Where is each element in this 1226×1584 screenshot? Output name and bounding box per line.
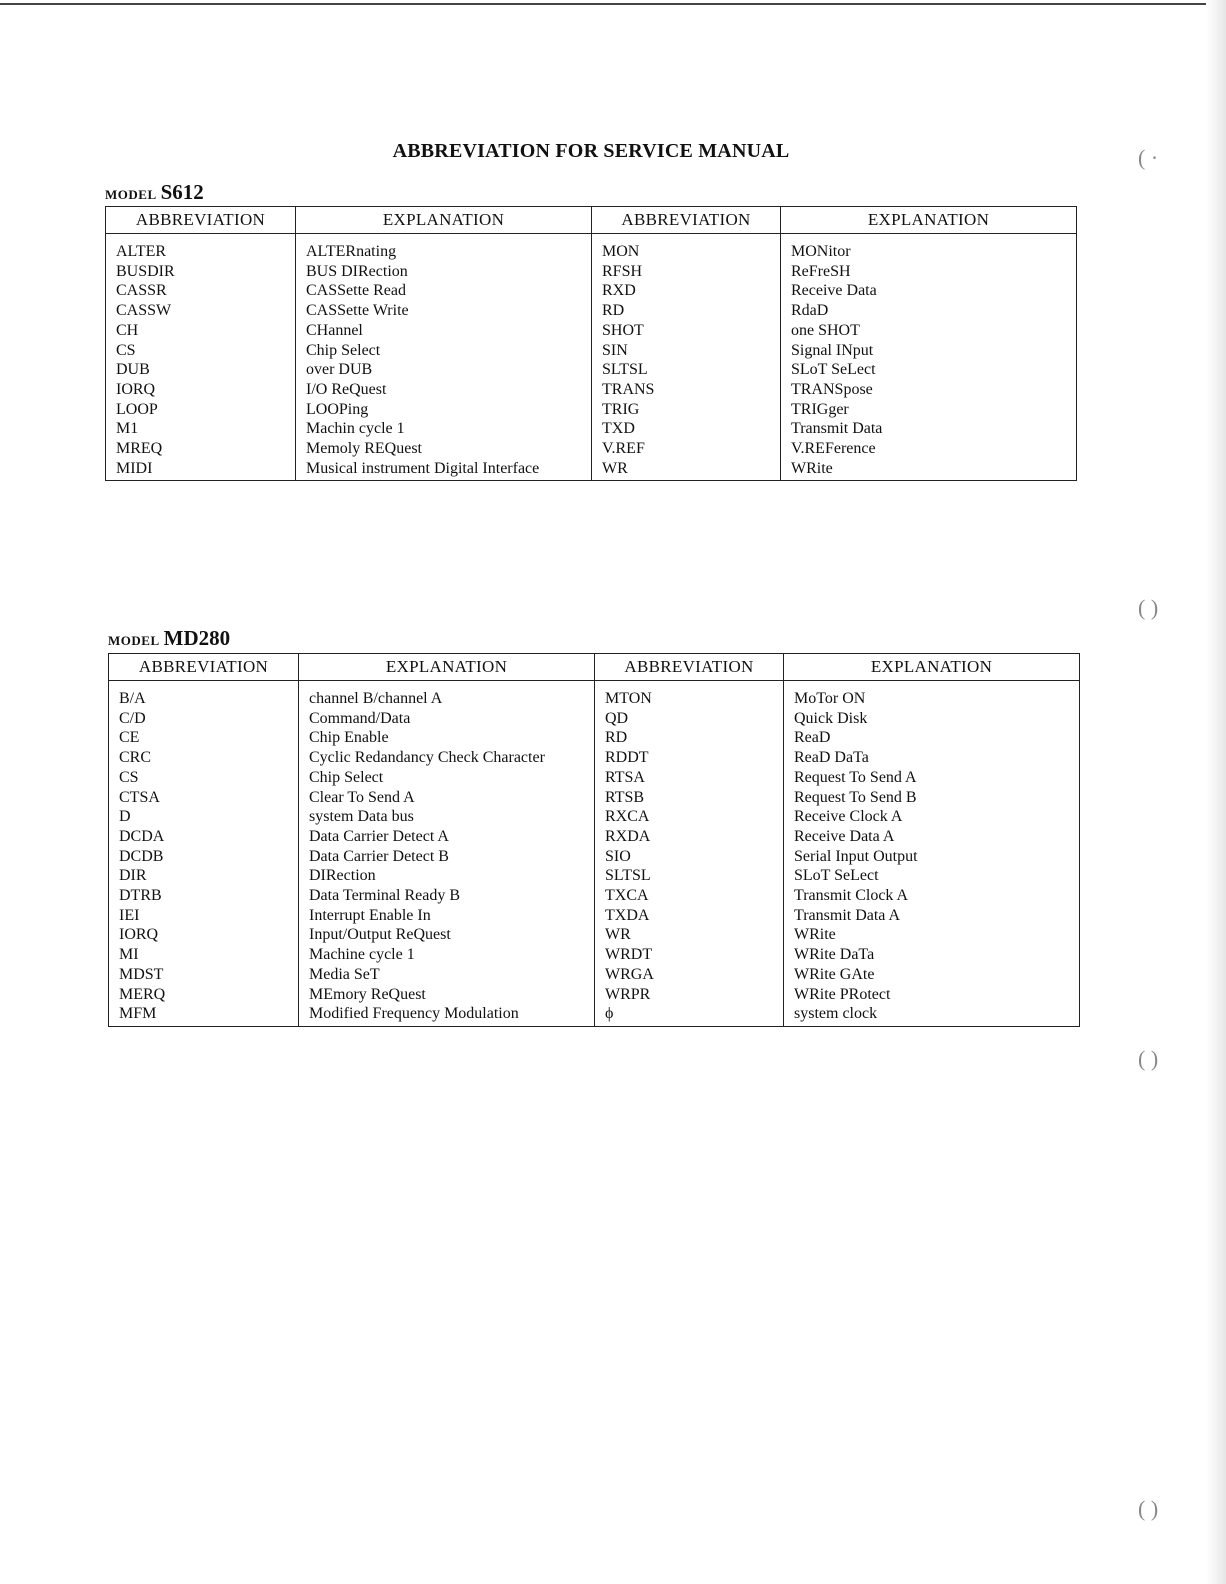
abbreviation-cell: ϕ (595, 1004, 784, 1026)
abbreviation-cell: B/A (109, 681, 299, 709)
abbreviation-cell: IEI (109, 906, 299, 926)
table-row (106, 400, 1077, 420)
table-row (109, 945, 1080, 965)
model-prefix: MODEL (105, 187, 157, 202)
explanation-cell: channel B/channel A (299, 681, 595, 709)
explanation-cell: DIRection (299, 866, 595, 886)
abbreviation-cell: DTRB (109, 886, 299, 906)
abbreviation-cell: MFM (109, 1004, 299, 1026)
explanation-cell: Media SeT (299, 965, 595, 985)
table-row (109, 788, 1080, 808)
explanation-cell: Input/Output ReQuest (299, 925, 595, 945)
explanation-cell: Data Terminal Ready B (299, 886, 595, 906)
column-header-explanation: EXPLANATION (296, 207, 592, 234)
explanation-cell: WRite PRotect (784, 985, 1080, 1005)
table-header-row (106, 207, 1077, 234)
explanation-cell: Clear To Send A (299, 788, 595, 808)
explanation-cell: ALTERnating (296, 234, 592, 262)
abbreviation-cell: WR (592, 459, 781, 481)
explanation-cell: LOOPing (296, 400, 592, 420)
abbreviation-cell: D (109, 807, 299, 827)
abbreviation-cell: TXCA (595, 886, 784, 906)
explanation-cell: ReaD DaTa (784, 748, 1080, 768)
abbreviation-cell: BUSDIR (106, 262, 296, 282)
explanation-cell: TRIGger (781, 400, 1077, 420)
explanation-cell: Cyclic Redandancy Check Character (299, 748, 595, 768)
explanation-cell: SLoT SeLect (781, 360, 1077, 380)
abbreviation-cell: RTSA (595, 768, 784, 788)
column-header-abbreviation: ABBREVIATION (592, 207, 781, 234)
abbreviation-cell: RFSH (592, 262, 781, 282)
model-name: MD280 (163, 626, 231, 650)
table-row (109, 886, 1080, 906)
abbreviation-cell: WRPR (595, 985, 784, 1005)
abbreviation-cell: TRIG (592, 400, 781, 420)
explanation-cell: Serial Input Output (784, 847, 1080, 867)
abbreviation-cell: CTSA (109, 788, 299, 808)
model-name: S612 (160, 180, 204, 204)
explanation-cell: Command/Data (299, 709, 595, 729)
abbreviation-cell: MON (592, 234, 781, 262)
abbreviation-cell: SIO (595, 847, 784, 867)
abbreviation-cell: V.REF (592, 439, 781, 459)
explanation-cell: Chip Enable (299, 728, 595, 748)
abbreviation-cell: DIR (109, 866, 299, 886)
top-rule (0, 3, 1214, 5)
abbreviation-cell: DCDA (109, 827, 299, 847)
abbreviation-cell: RDDT (595, 748, 784, 768)
table-row (109, 965, 1080, 985)
explanation-cell: Musical instrument Digital Interface (296, 459, 592, 481)
abbreviation-cell: SHOT (592, 321, 781, 341)
page-edge-shadow (1206, 0, 1226, 1584)
explanation-cell: WRite (784, 925, 1080, 945)
explanation-cell: WRite (781, 459, 1077, 481)
table-row (109, 906, 1080, 926)
abbreviation-cell: QD (595, 709, 784, 729)
abbreviation-cell: SLTSL (595, 866, 784, 886)
explanation-cell: RdaD (781, 301, 1077, 321)
explanation-cell: system Data bus (299, 807, 595, 827)
model-label-s612 (105, 180, 204, 205)
explanation-cell: ReaD (784, 728, 1080, 748)
explanation-cell: WRite GAte (784, 965, 1080, 985)
binding-hole-mark: ( ) (1138, 1046, 1159, 1071)
table-row (106, 459, 1077, 481)
table-row (109, 847, 1080, 867)
table-row (109, 807, 1080, 827)
abbreviation-table-md280 (108, 653, 1080, 1027)
abbreviation-cell: MREQ (106, 439, 296, 459)
table-row (109, 925, 1080, 945)
table-row (109, 748, 1080, 768)
column-header-abbreviation: ABBREVIATION (595, 654, 784, 681)
table-row (106, 281, 1077, 301)
explanation-cell: Receive Data A (784, 827, 1080, 847)
abbreviation-cell: RTSB (595, 788, 784, 808)
abbreviation-cell: DUB (106, 360, 296, 380)
explanation-cell: Receive Data (781, 281, 1077, 301)
abbreviation-cell: MTON (595, 681, 784, 709)
table-row (106, 301, 1077, 321)
explanation-cell: SLoT SeLect (784, 866, 1080, 886)
explanation-cell: MoTor ON (784, 681, 1080, 709)
explanation-cell: CASSette Write (296, 301, 592, 321)
column-header-explanation: EXPLANATION (299, 654, 595, 681)
explanation-cell: Transmit Clock A (784, 886, 1080, 906)
table-row (109, 1004, 1080, 1026)
abbreviation-cell: RD (592, 301, 781, 321)
abbreviation-cell: TXDA (595, 906, 784, 926)
table-row (106, 321, 1077, 341)
table-row (109, 985, 1080, 1005)
page-title: ABBREVIATION FOR SERVICE MANUAL (392, 140, 790, 162)
abbreviation-cell: CS (106, 341, 296, 361)
explanation-cell: Machin cycle 1 (296, 419, 592, 439)
abbreviation-cell: WRGA (595, 965, 784, 985)
abbreviation-cell: DCDB (109, 847, 299, 867)
explanation-cell: Chip Select (296, 341, 592, 361)
table-row (109, 681, 1080, 709)
table-row (109, 768, 1080, 788)
abbreviation-cell: IORQ (109, 925, 299, 945)
abbreviation-cell: CRC (109, 748, 299, 768)
model-prefix: MODEL (108, 633, 160, 648)
table-row (109, 827, 1080, 847)
abbreviation-cell: CASSW (106, 301, 296, 321)
explanation-cell: Data Carrier Detect A (299, 827, 595, 847)
explanation-cell: Receive Clock A (784, 807, 1080, 827)
abbreviation-cell: M1 (106, 419, 296, 439)
abbreviation-cell: RXD (592, 281, 781, 301)
explanation-cell: Request To Send B (784, 788, 1080, 808)
abbreviation-cell: TRANS (592, 380, 781, 400)
explanation-cell: ReFreSH (781, 262, 1077, 282)
explanation-cell: Transmit Data A (784, 906, 1080, 926)
binding-hole-mark: ( ) (1138, 1496, 1159, 1521)
abbreviation-cell: MERQ (109, 985, 299, 1005)
table-row (109, 728, 1080, 748)
abbreviation-cell: CH (106, 321, 296, 341)
table-row (109, 709, 1080, 729)
column-header-abbreviation: ABBREVIATION (106, 207, 296, 234)
explanation-cell: Quick Disk (784, 709, 1080, 729)
abbreviation-table-s612 (105, 206, 1077, 481)
explanation-cell: Data Carrier Detect B (299, 847, 595, 867)
explanation-cell: Request To Send A (784, 768, 1080, 788)
explanation-cell: Transmit Data (781, 419, 1077, 439)
column-header-abbreviation: ABBREVIATION (109, 654, 299, 681)
abbreviation-cell: SIN (592, 341, 781, 361)
explanation-cell: CASSette Read (296, 281, 592, 301)
table-row (106, 419, 1077, 439)
explanation-cell: Chip Select (299, 768, 595, 788)
abbreviation-cell: C/D (109, 709, 299, 729)
explanation-cell: CHannel (296, 321, 592, 341)
abbreviation-cell: MI (109, 945, 299, 965)
explanation-cell: over DUB (296, 360, 592, 380)
explanation-cell: Interrupt Enable In (299, 906, 595, 926)
abbreviation-cell: RXCA (595, 807, 784, 827)
abbreviation-cell: CS (109, 768, 299, 788)
table-row (106, 234, 1077, 262)
explanation-cell: MONitor (781, 234, 1077, 262)
explanation-cell: one SHOT (781, 321, 1077, 341)
binding-hole-mark: ( ) (1138, 595, 1159, 620)
explanation-cell: Modified Frequency Modulation (299, 1004, 595, 1026)
abbreviation-cell: RXDA (595, 827, 784, 847)
abbreviation-cell: LOOP (106, 400, 296, 420)
column-header-explanation: EXPLANATION (784, 654, 1080, 681)
table-row (109, 866, 1080, 886)
explanation-cell: V.REFerence (781, 439, 1077, 459)
explanation-cell: system clock (784, 1004, 1080, 1026)
explanation-cell: MEmory ReQuest (299, 985, 595, 1005)
table-row (106, 439, 1077, 459)
model-label-md280 (108, 626, 230, 651)
table-row (106, 360, 1077, 380)
abbreviation-cell: ALTER (106, 234, 296, 262)
abbreviation-cell: TXD (592, 419, 781, 439)
explanation-cell: Machine cycle 1 (299, 945, 595, 965)
column-header-explanation: EXPLANATION (781, 207, 1077, 234)
abbreviation-cell: IORQ (106, 380, 296, 400)
abbreviation-cell: MDST (109, 965, 299, 985)
explanation-cell: WRite DaTa (784, 945, 1080, 965)
table-row (106, 341, 1077, 361)
table-row (106, 380, 1077, 400)
explanation-cell: Signal INput (781, 341, 1077, 361)
explanation-cell: Memoly REQuest (296, 439, 592, 459)
table-row (106, 262, 1077, 282)
explanation-cell: I/O ReQuest (296, 380, 592, 400)
abbreviation-cell: RD (595, 728, 784, 748)
abbreviation-cell: CASSR (106, 281, 296, 301)
explanation-cell: BUS DIRection (296, 262, 592, 282)
abbreviation-cell: WRDT (595, 945, 784, 965)
abbreviation-cell: SLTSL (592, 360, 781, 380)
abbreviation-cell: MIDI (106, 459, 296, 481)
abbreviation-cell: CE (109, 728, 299, 748)
binding-hole-mark: ( · (1138, 145, 1159, 170)
abbreviation-cell: WR (595, 925, 784, 945)
explanation-cell: TRANSpose (781, 380, 1077, 400)
table-header-row (109, 654, 1080, 681)
